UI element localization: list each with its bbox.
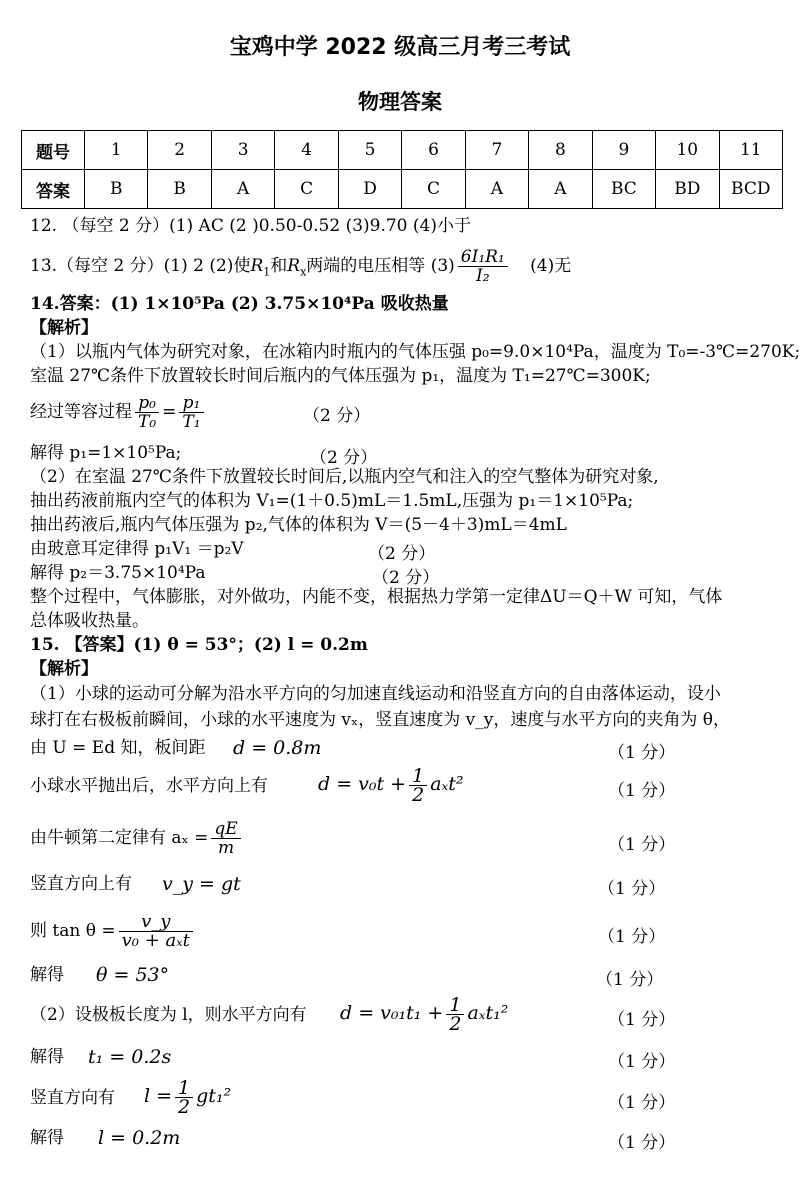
- q15-line: 解得: [30, 1128, 64, 1148]
- q13-rx: R: [287, 256, 301, 276]
- q14-line: 抽出药液后,瓶内气体压强为 p₂,气体的体积为 V＝(5－4＋3)mL＝4mL: [30, 515, 567, 535]
- q15-l9-frac-num: 1: [446, 996, 464, 1015]
- q15-score: （1 分）: [608, 1010, 676, 1030]
- q14-score: （2 分）: [372, 568, 440, 588]
- q15-l9-frac-den: 2: [449, 1012, 462, 1035]
- table-cell: 10: [656, 131, 719, 170]
- q15-score: （1 分）: [608, 1133, 676, 1153]
- table-cell: C: [402, 170, 465, 209]
- q15-l7-frac-den: v₀ + aₓt: [121, 930, 190, 951]
- q13-frac-den: I₂: [476, 266, 490, 286]
- q15-analysis-heading: 【解析】: [30, 659, 98, 679]
- q14-l3-prefix: 经过等容过程: [30, 402, 132, 422]
- table-cell: 3: [211, 131, 274, 170]
- table-cell: 1: [85, 131, 148, 170]
- q15-line: （1）小球的运动可分解为沿水平方向的匀加速直线运动和沿竖直方向的自由落体运动，设小: [30, 684, 721, 704]
- q15-equation: [318, 764, 464, 804]
- table-cell: 4: [275, 131, 338, 170]
- q15-l7-text: 则 tan θ =: [30, 921, 116, 941]
- question-12-answer: 12. （每空 2 分）(1) AC (2 )0.50-0.52 (3)9.70 (4)小于: [30, 216, 471, 236]
- q15-equation: l = 0.2m: [98, 1127, 181, 1149]
- q15-l9-frac: [446, 993, 464, 1035]
- q13-frac-num: 6I₁R₁: [458, 248, 508, 267]
- q15-l4-frac-num: 1: [409, 767, 427, 786]
- table-cell: 5: [338, 131, 401, 170]
- q14-frac1: [135, 394, 159, 431]
- q14-score: （2 分）: [303, 406, 371, 426]
- table-cell: BC: [592, 170, 655, 209]
- q13-prefix: 13.（每空 2 分）(1) 2 (2)使: [30, 256, 251, 276]
- q15-line: （2）设极板长度为 l，则水平方向有: [30, 1005, 307, 1025]
- q15-l11-frac-den: 2: [178, 1095, 191, 1118]
- q14-line: 解得 p₂＝3.75×10⁴Pa: [30, 563, 206, 583]
- q15-score: （1 分）: [608, 835, 676, 855]
- q15-line: 由 U = Ed 知，板间距: [30, 738, 206, 758]
- table-cell: 7: [465, 131, 528, 170]
- table-cell: A: [529, 170, 592, 209]
- q14-line: （1）以瓶内气体为研究对象，在冰箱内时瓶内的气体压强 p₀=9.0×10⁴Pa，温度为 T₀=-3℃=270K;: [30, 342, 800, 362]
- q13-mid: 两端的电压相等 (3): [306, 256, 455, 276]
- q13-r1: R: [250, 256, 264, 276]
- row-header-number: 题号: [22, 131, 85, 170]
- table-cell: 11: [719, 131, 782, 170]
- question-13-answer: [30, 246, 571, 292]
- q14-frac2-den: T₁: [182, 412, 201, 432]
- q14-line: 由玻意耳定律得 p₁V₁ ＝p₂V: [30, 539, 244, 559]
- q15-equation: t₁ = 0.2s: [88, 1046, 172, 1068]
- q15-l5-frac-den: m: [217, 838, 235, 858]
- q15-l11-frac: [175, 1076, 193, 1118]
- q14-eq-sign: =: [162, 402, 177, 422]
- q15-l4-frac: [409, 764, 427, 806]
- table-cell: 8: [529, 131, 592, 170]
- q15-equation-line: [30, 818, 244, 858]
- q14-line: 室温 27℃条件下放置较长时间后瓶内的气体压强为 p₁，温度为 T₁=27℃=300K;: [30, 366, 651, 386]
- q15-score: （1 分）: [608, 781, 676, 801]
- q15-score: （1 分）: [608, 1093, 676, 1113]
- q15-equation: θ = 53°: [96, 964, 170, 986]
- table-row-answers: [22, 170, 783, 209]
- q15-l5-frac-num: qE: [211, 820, 240, 839]
- q14-equation-line: [30, 392, 207, 432]
- q15-l4-frac-den: 2: [412, 783, 425, 806]
- q14-score: （2 分）: [310, 448, 378, 468]
- table-cell: B: [85, 170, 148, 209]
- q15-score: （1 分）: [598, 879, 666, 899]
- table-cell: A: [211, 170, 274, 209]
- q13-r1-sub: 1: [263, 265, 271, 279]
- q14-frac1-num: p₀: [135, 394, 159, 413]
- q15-score: （1 分）: [598, 927, 666, 947]
- table-cell: B: [148, 170, 211, 209]
- q15-equation: [340, 993, 508, 1033]
- table-cell: 6: [402, 131, 465, 170]
- q15-score: （1 分）: [608, 1052, 676, 1072]
- q14-line: 解得 p₁=1×10⁵Pa;: [30, 443, 182, 463]
- answer-table: [21, 130, 783, 209]
- q14-analysis-heading: 【解析】: [30, 318, 98, 338]
- q13-and: 和: [270, 256, 288, 276]
- q15-line: 球打在右极板前瞬间，小球的水平速度为 vₓ，竖直速度为 v_y，速度与水平方向的夹角为 θ，: [30, 710, 730, 730]
- q15-l7-frac-num: v_y: [119, 913, 193, 932]
- q15-score: （1 分）: [596, 970, 664, 990]
- q15-line: 竖直方向有: [30, 1088, 115, 1108]
- q13-tail: (4)无: [530, 256, 572, 276]
- q15-l11-frac-num: 1: [175, 1079, 193, 1098]
- q15-line: 解得: [30, 965, 64, 985]
- q14-frac2: [179, 394, 203, 431]
- q15-line: 解得: [30, 1047, 64, 1067]
- q15-l9-eq-b: aₓt₁²: [467, 1002, 509, 1024]
- q15-answer: 15. 【答案】(1) θ = 53°；(2) l = 0.2m: [30, 635, 368, 655]
- q15-l4-eq-b: aₓt²: [430, 773, 464, 795]
- table-cell: 2: [148, 131, 211, 170]
- q15-l11-eq-a: l =: [144, 1085, 173, 1107]
- q15-equation: v_y = gt: [162, 873, 241, 895]
- q14-frac2-num: p₁: [179, 394, 203, 413]
- q14-answer: 14.答案：(1) 1×10⁵Pa (2) 3.75×10⁴Pa 吸收热量: [30, 294, 449, 314]
- q14-line: 整个过程中，气体膨胀，对外做功，内能不变，根据热力学第一定律ΔU＝Q＋W 可知，气体: [30, 587, 723, 607]
- page-subtitle: 物理答案: [358, 90, 442, 114]
- q15-score: （1 分）: [608, 743, 676, 763]
- q13-fraction: [458, 248, 508, 285]
- q13-rx-sub: x: [300, 265, 307, 279]
- table-cell: BD: [656, 170, 719, 209]
- table-cell: D: [338, 170, 401, 209]
- q15-line: 小球水平抛出后，水平方向上有: [30, 776, 268, 796]
- q15-l11-eq-b: gt₁²: [196, 1085, 232, 1107]
- q15-equation: d = 0.8m: [233, 737, 322, 759]
- q15-l5-text: 由牛顿第二定律有 aₓ =: [30, 828, 209, 848]
- q15-l7-frac: [119, 913, 193, 950]
- q15-equation: [144, 1076, 231, 1116]
- q14-frac1-den: T₀: [138, 412, 157, 432]
- q14-score: （2 分）: [368, 544, 436, 564]
- q15-line: 竖直方向上有: [30, 874, 132, 894]
- q14-line: 总体吸收热量。: [30, 611, 149, 631]
- page-title: 宝鸡中学 2022 级高三月考三考试: [229, 35, 571, 60]
- q14-line: （2）在室温 27℃条件下放置较长时间后,以瓶内空气和注入的空气整体为研究对象,: [30, 467, 659, 487]
- q15-equation-line: [30, 906, 196, 956]
- row-header-answer: 答案: [22, 170, 85, 209]
- q14-line: 抽出药液前瓶内空气的体积为 V₁=(1＋0.5)mL＝1.5mL,压强为 p₁＝1×10⁵Pa;: [30, 491, 634, 511]
- q15-l9-eq-a: d = v₀₁t₁ +: [340, 1002, 444, 1024]
- q15-l5-frac: [211, 820, 240, 857]
- q15-l4-eq-a: d = v₀t +: [318, 773, 407, 795]
- table-cell: 9: [592, 131, 655, 170]
- table-cell: BCD: [719, 170, 782, 209]
- table-cell: A: [465, 170, 528, 209]
- table-cell: C: [275, 170, 338, 209]
- table-row-numbers: [22, 131, 783, 170]
